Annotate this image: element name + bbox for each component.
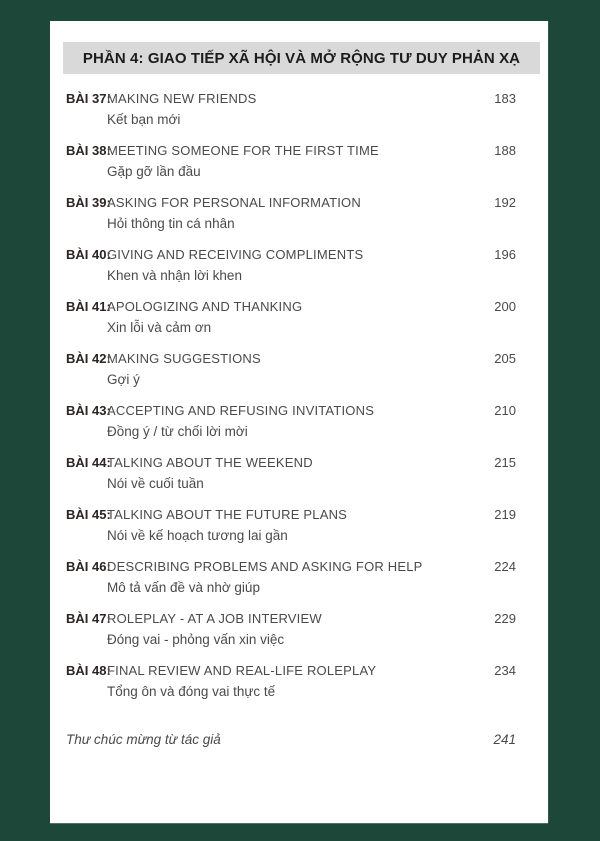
toc-item [66, 88, 516, 130]
toc-item [66, 244, 516, 286]
lesson-subtitle: Nói về cuối tuần [107, 476, 204, 491]
toc-item [66, 504, 516, 546]
toc-item-main-row [66, 244, 516, 265]
toc-item-main-row [66, 88, 516, 109]
toc-item-main-row [66, 400, 516, 421]
lesson-subtitle: Đồng ý / từ chối lời mời [107, 424, 248, 439]
lesson-subtitle: Mô tả vấn đề và nhờ giúp [107, 580, 260, 595]
section-header: PHẦN 4: GIAO TIẾP XÃ HỘI VÀ MỞ RỘNG TƯ DUY PHẢN XẠ [63, 42, 540, 74]
toc-item [66, 660, 516, 702]
lesson-title: TALKING ABOUT THE FUTURE PLANS [107, 507, 348, 522]
toc-item-main-row [66, 556, 516, 577]
page-number: 224 [494, 559, 516, 574]
page-number: 210 [494, 403, 516, 418]
lesson-title: MEETING SOMEONE FOR THE FIRST TIME [107, 143, 379, 158]
lesson-label: BÀI 42: [66, 351, 111, 366]
lesson-subtitle: Khen và nhận lời khen [107, 268, 242, 283]
toc-item-main-row [66, 192, 516, 213]
page-number: 205 [494, 351, 516, 366]
lesson-label: BÀI 45: [66, 507, 111, 522]
lesson-subtitle: Đóng vai - phỏng vấn xin việc [107, 632, 285, 647]
lesson-title: DESCRIBING PROBLEMS AND ASKING FOR HELP [107, 559, 423, 574]
lesson-label: BÀI 41: [66, 299, 111, 314]
page-number: 183 [494, 91, 516, 106]
page-number: 192 [494, 195, 516, 210]
lesson-label: BÀI 48: [66, 663, 111, 678]
toc-item [66, 452, 516, 494]
toc-item-main-row [66, 140, 516, 161]
lesson-subtitle: Hỏi thông tin cá nhân [107, 216, 235, 231]
toc-item [66, 556, 516, 598]
page-number: 215 [494, 455, 516, 470]
lesson-title: TALKING ABOUT THE WEEKEND [107, 455, 313, 470]
toc-item [66, 192, 516, 234]
toc-list [66, 88, 516, 702]
lesson-title: APOLOGIZING AND THANKING [107, 299, 303, 314]
footer-item [66, 729, 516, 750]
page-number: 188 [494, 143, 516, 158]
page-number: 234 [494, 663, 516, 678]
lesson-label: BÀI 47: [66, 611, 111, 626]
lesson-label: BÀI 37: [66, 91, 111, 106]
toc-item-main-row [66, 296, 516, 317]
page-number: 200 [494, 299, 516, 314]
lesson-title: GIVING AND RECEIVING COMPLIMENTS [107, 247, 364, 262]
footer-title: Thư chúc mừng từ tác giả [66, 732, 221, 747]
lesson-label: BÀI 44: [66, 455, 111, 470]
lesson-title: MAKING SUGGESTIONS [107, 351, 261, 366]
lesson-label: BÀI 46: [66, 559, 111, 574]
lesson-title: MAKING NEW FRIENDS [107, 91, 257, 106]
lesson-title: FINAL REVIEW AND REAL-LIFE ROLEPLAY [107, 663, 377, 678]
lesson-subtitle: Kết bạn mới [107, 112, 181, 127]
toc-item [66, 400, 516, 442]
lesson-label: BÀI 40: [66, 247, 111, 262]
lesson-subtitle: Xin lỗi và cảm ơn [107, 320, 212, 335]
lesson-subtitle: Gặp gỡ lần đầu [107, 164, 201, 179]
toc-item-main-row [66, 660, 516, 681]
page-number: 196 [494, 247, 516, 262]
toc-item [66, 140, 516, 182]
lesson-subtitle: Tổng ôn và đóng vai thực tế [107, 684, 276, 699]
toc-item-main-row [66, 608, 516, 629]
page-number: 219 [494, 507, 516, 522]
lesson-subtitle: Gợi ý [107, 372, 140, 387]
page-number: 229 [494, 611, 516, 626]
toc-item [66, 608, 516, 650]
toc-item-main-row [66, 452, 516, 473]
lesson-label: BÀI 39: [66, 195, 111, 210]
toc-item-main-row [66, 504, 516, 525]
toc-page [50, 21, 548, 823]
lesson-title: ROLEPLAY - AT A JOB INTERVIEW [107, 611, 322, 626]
toc-item-main-row [66, 348, 516, 369]
lesson-label: BÀI 38: [66, 143, 111, 158]
lesson-label: BÀI 43: [66, 403, 111, 418]
toc-item [66, 296, 516, 338]
toc-item [66, 348, 516, 390]
lesson-subtitle: Nói về kế hoạch tương lai gần [107, 528, 288, 543]
footer-page-number: 241 [493, 732, 516, 747]
lesson-title: ACCEPTING AND REFUSING INVITATIONS [107, 403, 375, 418]
lesson-title: ASKING FOR PERSONAL INFORMATION [107, 195, 361, 210]
